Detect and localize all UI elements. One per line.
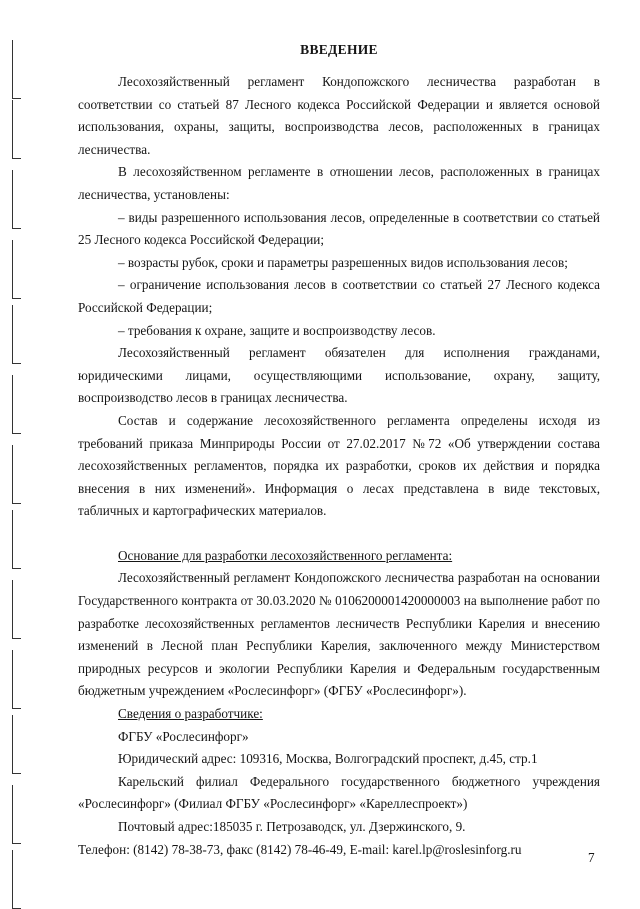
contact-line: Телефон: (8142) 78-38-73, факс (8142) 78-46-49, E-mail: karel.lp@roslesinforg.ru xyxy=(78,841,522,857)
binding-mark xyxy=(12,850,21,909)
binding-mark xyxy=(12,785,21,844)
paragraph: Лесохозяйственный регламент Кондопожского лесничества разработан на основании Государственного контракта от 30.03.2020 № 0106200001420000003 на выполнение работ по разработке лесохозяйственных регламентов лесничеств Республики Карелия и внесению изменений в Лесной план Республики Карелия, заключенного между Министерством природных ресурсов и экологии Республики Карелия и Федеральным государственным бюджетным учреждением «Рослесинфорг» (ФГБУ «Рослесинфорг»). xyxy=(78,570,600,699)
section-heading-text: Основание для разработки лесохозяйственного регламента: xyxy=(118,547,453,563)
section-heading xyxy=(78,545,600,568)
paragraph: Юридический адрес: 109316, Москва, Волгоградский проспект, д.45, стр.1 xyxy=(118,751,538,767)
paragraph: Состав и содержание лесохозяйственного регламента определены исходя из требований приказа Минприроды России от 27.02.2017 №72 «Об утверждении состава лесохозяйственных регламентов, порядка их разработки, сроков их действия и порядка внесения в них изменений». Информация о лесах представлена в виде текстовых, табличных и картографических материалов. xyxy=(78,412,600,519)
binding-mark xyxy=(12,375,21,434)
list-item: – виды разрешенного использования лесов, определенные в соответствии со статьей 25 Лесного кодекса Российской Федерации; xyxy=(78,209,600,248)
paragraph: В лесохозяйственном регламенте в отношении лесов, расположенных в границах лесничества, установлены: xyxy=(78,164,600,202)
binding-mark xyxy=(12,170,21,229)
paragraph: Карельский филиал Федерального государственного бюджетного учреждения «Рослесинфорг» (Филиал ФГБУ «Рослесинфорг» «Кареллеспроект») xyxy=(78,773,600,812)
page-title: ВВЕДЕНИЕ xyxy=(300,42,378,57)
binding-mark xyxy=(12,715,21,774)
list-item: – требования к охране, защите и воспроизводству лесов. xyxy=(118,322,436,338)
binding-mark xyxy=(12,650,21,709)
paragraph: Лесохозяйственный регламент обязателен для исполнения гражданами, юридическими лицами, осуществляющими использование, охрану, защиту, воспроизводство лесов в границах лесничества. xyxy=(78,345,600,406)
binding-mark xyxy=(12,580,21,639)
document-page xyxy=(78,0,600,905)
list-item: – возрасты рубок, сроки и параметры разрешенных видов использования лесов; xyxy=(118,254,568,270)
binding-mark xyxy=(12,240,21,299)
binding-mark xyxy=(12,445,21,504)
list-item: – ограничение использования лесов в соответствии со статьей 27 Лесного кодекса Российской Федерации; xyxy=(78,277,600,315)
binding-mark xyxy=(12,100,21,159)
body-text xyxy=(78,71,600,861)
binding-mark xyxy=(12,40,21,99)
binding-mark xyxy=(12,510,21,569)
binding-mark xyxy=(12,305,21,364)
page-number: 7 xyxy=(588,850,595,865)
paragraph: ФГБУ «Рослесинфорг» xyxy=(118,728,249,744)
binding-margin-marks xyxy=(2,40,28,890)
section-heading xyxy=(78,703,600,726)
paragraph: Почтовый адрес:185035 г. Петрозаводск, ул. Дзержинского, 9. xyxy=(118,819,466,834)
section-heading-text: Сведения о разработчике: xyxy=(118,706,263,722)
paragraph: Лесохозяйственный регламент Кондопожского лесничества разработан в соответствии со статьей 87 Лесного кодекса Российской Федерации и является основой использования, охраны, защиты, воспроизводства лесов, расположенных в границах лесничества. xyxy=(78,74,600,157)
